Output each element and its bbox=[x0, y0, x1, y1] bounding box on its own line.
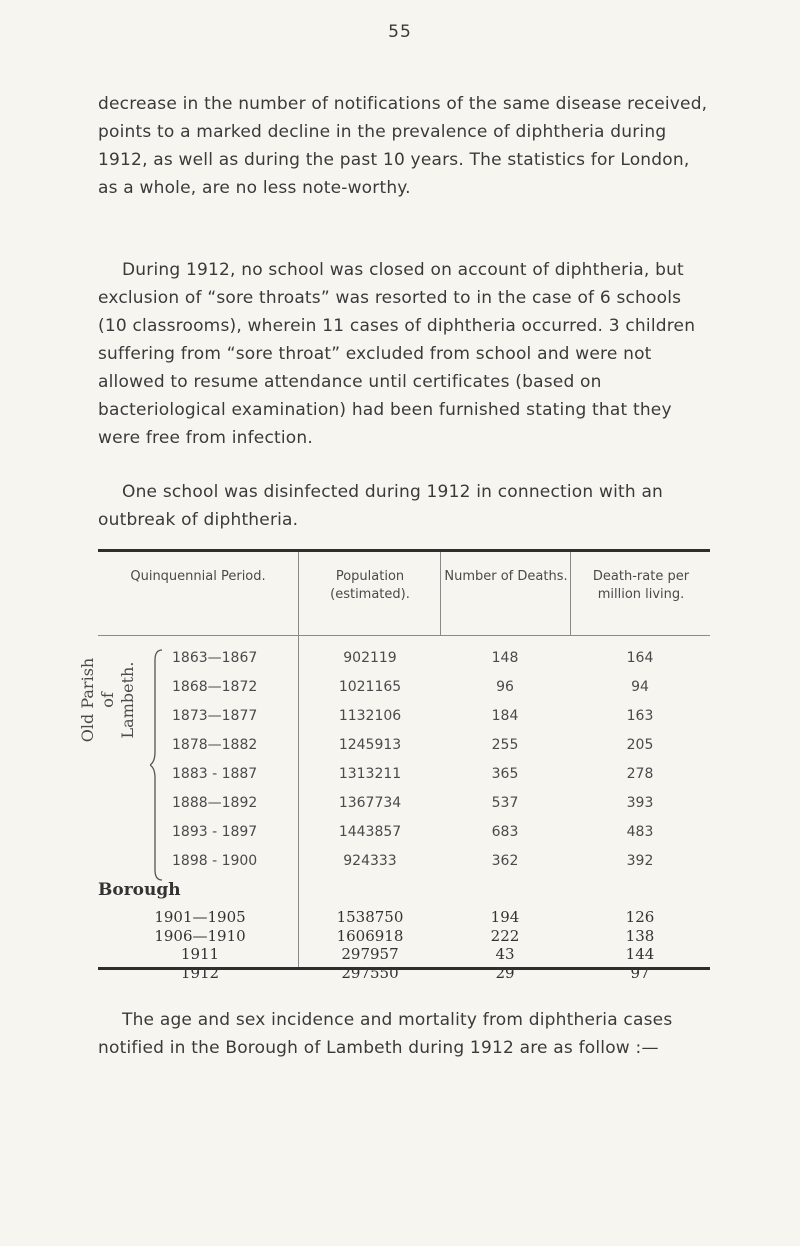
cell-period: 1878—1882 bbox=[172, 737, 258, 753]
cell-deaths: 148 bbox=[491, 650, 519, 666]
cell-population: 1606918 bbox=[336, 926, 404, 945]
cell-period: 1893 - 1897 bbox=[172, 824, 258, 840]
header-population: Population (estimated). bbox=[330, 569, 410, 602]
cell-deaths: 96 bbox=[496, 679, 514, 695]
cell-population: 297550 bbox=[341, 963, 399, 982]
parish-label-line1: Old Parish of bbox=[78, 657, 117, 743]
paragraph-3: One school was disinfected during 1912 in connection with an outbreak of diphtheria. bbox=[98, 482, 664, 530]
paragraph-2: During 1912, no school was closed on account of diphtheria, but exclusion of “sore throats” was resorted to in the case of 6 schools (10 classrooms), wherein 11 cases of diphtheria occurred. 3 children suffering from “sore throat” excluded from school and were not allowed to resume attendance until certificates (based on bacteriological examination) had been furnished stating that they were free from infection. bbox=[98, 260, 696, 448]
cell-population: 1021165 bbox=[338, 679, 402, 695]
cell-period: 1912 bbox=[180, 963, 220, 982]
cell-population: 1313211 bbox=[338, 766, 402, 782]
cell-population: 1245913 bbox=[338, 737, 402, 753]
cell-deaths: 184 bbox=[491, 708, 519, 724]
cell-population: 1538750 bbox=[336, 908, 404, 926]
cell-rate: 393 bbox=[626, 795, 654, 811]
cell-period: 1888—1892 bbox=[172, 795, 258, 811]
brace-icon bbox=[150, 648, 164, 882]
cell-deaths: 683 bbox=[491, 824, 519, 840]
parish-label bbox=[78, 650, 138, 750]
table-header-rule bbox=[98, 635, 710, 636]
cell-period: 1868—1872 bbox=[172, 679, 258, 695]
cell-rate: 97 bbox=[630, 963, 650, 982]
cell-rate: 94 bbox=[631, 679, 649, 695]
cell-deaths: 362 bbox=[491, 853, 519, 869]
table-top-rule bbox=[98, 549, 710, 552]
cell-period: 1906—1910 bbox=[154, 926, 246, 945]
cell-rate: 278 bbox=[626, 766, 654, 782]
cell-population: 902119 bbox=[343, 650, 397, 666]
parish-label-line2: Lambeth. bbox=[118, 661, 137, 739]
cell-period: 1911 bbox=[180, 945, 220, 963]
cell-population: 297957 bbox=[341, 945, 399, 963]
cell-rate: 483 bbox=[626, 824, 654, 840]
header-period: Quinquennial Period. bbox=[130, 569, 266, 584]
cell-deaths: 43 bbox=[495, 945, 515, 963]
header-deaths: Number of Deaths. bbox=[444, 569, 568, 584]
cell-period: 1901—1905 bbox=[154, 908, 246, 926]
column-divider bbox=[440, 552, 441, 635]
column-divider bbox=[570, 552, 571, 635]
cell-rate: 392 bbox=[626, 853, 654, 869]
cell-rate: 144 bbox=[625, 945, 655, 963]
paragraph-1: decrease in the number of notifications of the same disease received, points to a marked decline in the prevalence of diphtheria during 1912, as well as during the past 10 years. The statistics for London, as a whole, are no less note-worthy. bbox=[98, 94, 708, 198]
header-rate: Death-rate per million living. bbox=[592, 569, 690, 602]
cell-deaths: 537 bbox=[491, 795, 519, 811]
cell-rate: 164 bbox=[626, 650, 654, 666]
cell-deaths: 255 bbox=[491, 737, 519, 753]
cell-deaths: 194 bbox=[490, 908, 520, 926]
page-number: 55 bbox=[388, 22, 412, 42]
cell-deaths: 29 bbox=[495, 963, 515, 982]
cell-period: 1863—1867 bbox=[172, 650, 258, 666]
cell-population: 924333 bbox=[343, 853, 397, 869]
cell-period: 1883 - 1887 bbox=[172, 766, 258, 782]
cell-population: 1132106 bbox=[338, 708, 402, 724]
cell-period: 1898 - 1900 bbox=[172, 853, 258, 869]
cell-deaths: 365 bbox=[491, 766, 519, 782]
cell-population: 1367734 bbox=[338, 795, 402, 811]
cell-rate: 205 bbox=[626, 737, 654, 753]
cell-population: 1443857 bbox=[338, 824, 402, 840]
cell-rate: 163 bbox=[626, 708, 654, 724]
cell-rate: 138 bbox=[625, 926, 655, 945]
cell-period: 1873—1877 bbox=[172, 708, 258, 724]
borough-label: Borough bbox=[98, 880, 181, 900]
cell-rate: 126 bbox=[625, 908, 655, 926]
cell-deaths: 222 bbox=[490, 926, 520, 945]
column-divider bbox=[298, 552, 299, 967]
paragraph-4: The age and sex incidence and mortality from diphtheria cases notified in the Borough of Lambeth during 1912 are as follow :— bbox=[98, 1010, 673, 1058]
